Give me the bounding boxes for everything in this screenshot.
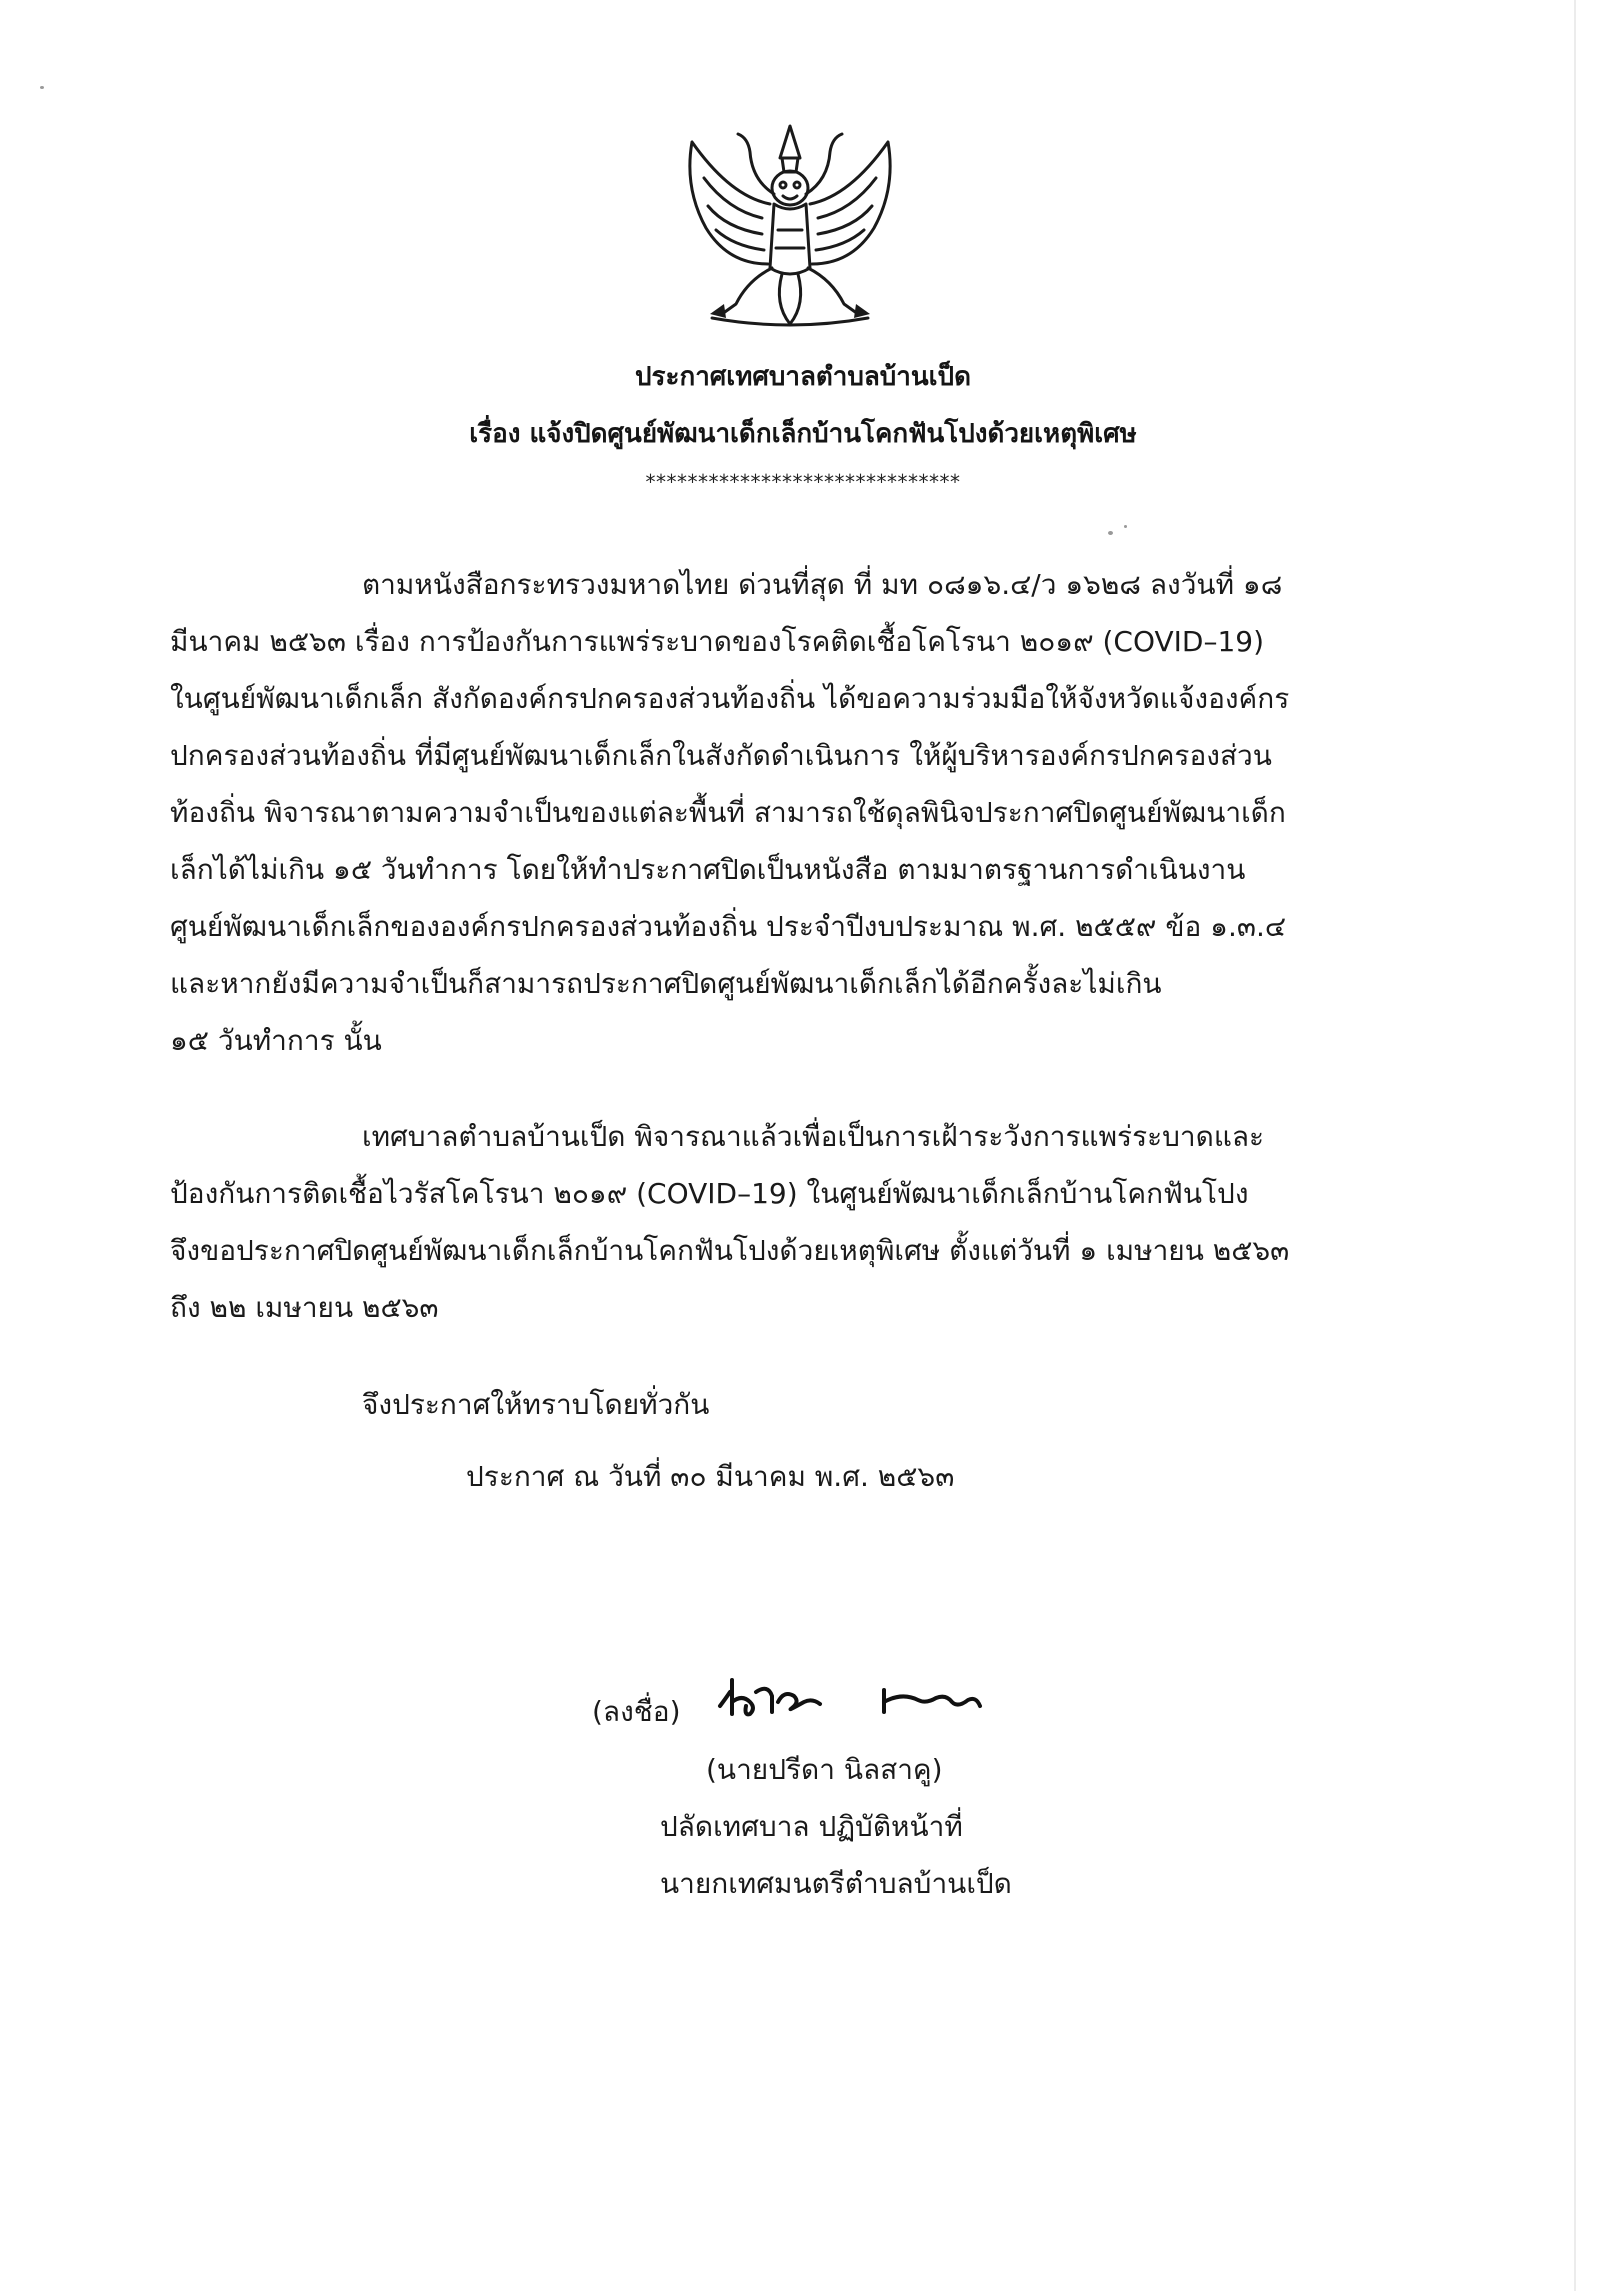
closing-announcement: จึงประกาศให้ทราบโดยทั่วกัน (362, 1388, 710, 1421)
paragraph1-line: ท้องถิ่น พิจารณาตามความจำเป็นของแต่ละพื้นที่ สามารถใช้ดุลพินิจประกาศปิดศูนย์พัฒนาเด็ก (170, 796, 1286, 829)
paragraph1-line: และหากยังมีความจำเป็นก็สามารถประกาศปิดศูนย์พัฒนาเด็กเล็กได้อีกครั้งละไม่เกิน (170, 967, 1162, 1000)
paragraph1-line: ปกครองส่วนท้องถิ่น ที่มีศูนย์พัฒนาเด็กเล็กในสังกัดดำเนินการ ให้ผู้บริหารองค์กรปกครองส่วน (170, 739, 1272, 772)
signatory-position: ปลัดเทศบาล ปฏิบัติหน้าที่ (660, 1810, 963, 1843)
announcement-date: ประกาศ ณ วันที่ ๓๐ มีนาคม พ.ศ. ๒๕๖๓ (466, 1460, 955, 1493)
sign-label: (ลงชื่อ) (592, 1695, 681, 1728)
announcement-subject: เรื่อง แจ้งปิดศูนย์พัฒนาเด็กเล็กบ้านโคกฟันโปงด้วยเหตุพิเศษ (469, 419, 1137, 449)
paper-edge (1574, 0, 1576, 2291)
scan-speck (1124, 525, 1127, 528)
star-divider: ****************************** (645, 470, 961, 494)
signatory-name: (นายปรีดา นิลสาคู) (706, 1753, 943, 1786)
paragraph2-line: จึงขอประกาศปิดศูนย์พัฒนาเด็กเล็กบ้านโคกฟันโปงด้วยเหตุพิเศษ ตั้งแต่วันที่ ๑ เมษายน ๒๕๖๓ (170, 1234, 1290, 1267)
paragraph1-line: เล็กได้ไม่เกิน ๑๕ วันทำการ โดยให้ทำประกาศปิดเป็นหนังสือ ตามมาตรฐานการดำเนินงาน (170, 853, 1246, 886)
paragraph1-line: ๑๕ วันทำการ นั้น (170, 1024, 382, 1057)
paragraph1-line: ตามหนังสือกระทรวงมหาดไทย ด่วนที่สุด ที่ มท ๐๘๑๖.๔/ว ๑๖๒๘ ลงวันที่ ๑๘ (362, 568, 1283, 601)
paragraph1-line: ศูนย์พัฒนาเด็กเล็กขององค์กรปกครองส่วนท้องถิ่น ประจำปีงบประมาณ พ.ศ. ๒๕๕๙ ข้อ ๑.๓.๔ (170, 910, 1287, 943)
paragraph2-line: ถึง ๒๒ เมษายน ๒๕๖๓ (170, 1291, 439, 1324)
paragraph1-line: มีนาคม ๒๕๖๓ เรื่อง การป้องกันการแพร่ระบาดของโรคติดเชื้อโคโรนา ๒๐๑๙ (COVID–19) (170, 625, 1265, 658)
scan-speck (40, 86, 44, 89)
scan-speck (1108, 531, 1113, 535)
paragraph1-line: ในศูนย์พัฒนาเด็กเล็ก สังกัดองค์กรปกครองส่วนท้องถิ่น ได้ขอความร่วมมือให้จังหวัดแจ้งองค์กร (170, 682, 1290, 715)
paragraph2-line: ป้องกันการติดเชื้อไวรัสโคโรนา ๒๐๑๙ (COVID–19) ในศูนย์พัฒนาเด็กเล็กบ้านโคกฟันโปง (170, 1177, 1249, 1210)
paragraph2-line: เทศบาลตำบลบ้านเป็ด พิจารณาแล้วเพื่อเป็นการเฝ้าระวังการแพร่ระบาดและ (362, 1120, 1265, 1153)
announcement-title: ประกาศเทศบาลตำบลบ้านเป็ด (635, 362, 971, 392)
handwritten-signature (712, 1672, 994, 1722)
garuda-emblem-icon (670, 118, 910, 336)
signatory-position-acting: นายกเทศมนตรีตำบลบ้านเป็ด (660, 1867, 1012, 1900)
